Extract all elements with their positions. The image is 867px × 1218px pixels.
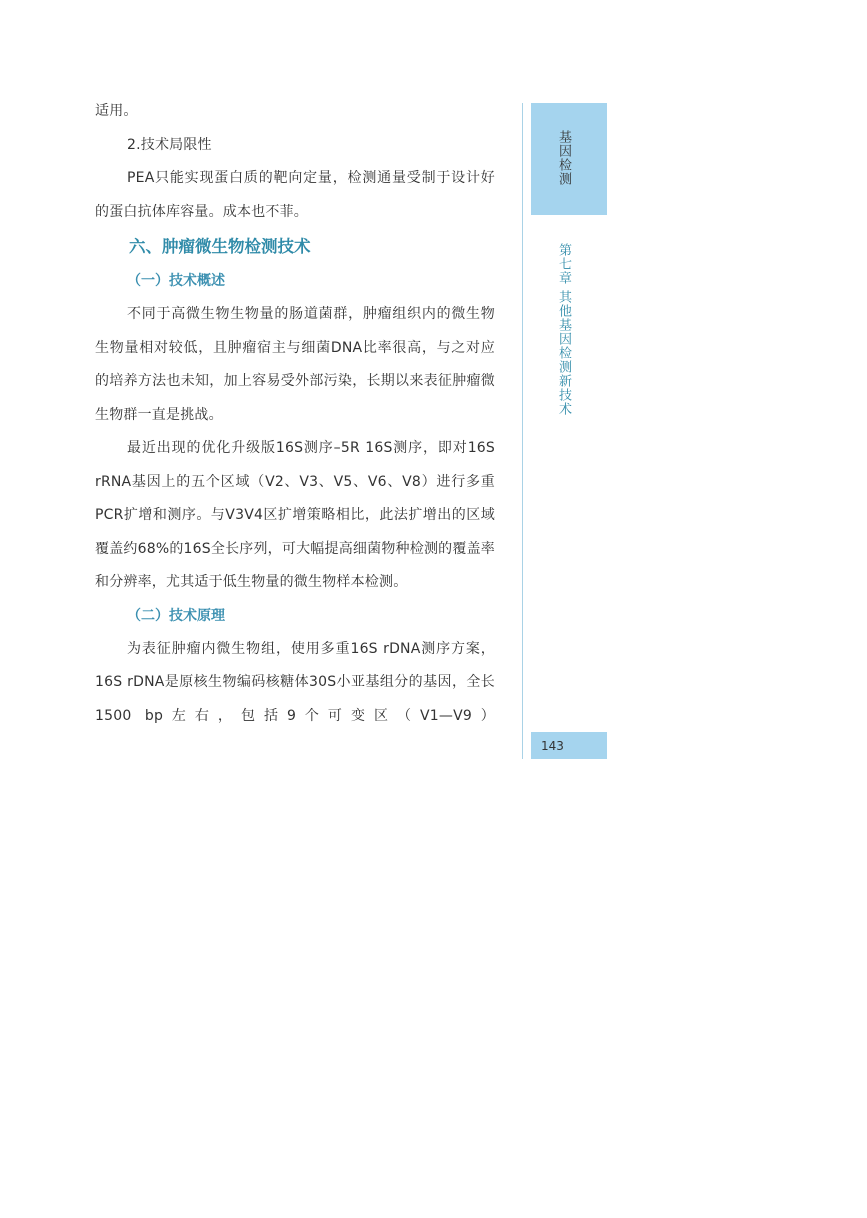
paragraph-principle: 为表征肿瘤内微生物组，使用多重16S rDNA测序方案，16S rDNA是原核生物编码核糖体30S小亚基组分的基因，全长1500 bp左右，包括9个可变区（V1—V9）	[95, 640, 495, 724]
column-divider	[522, 103, 523, 759]
paragraph-5r-16s: 最近出现的优化升级版16S测序–5R 16S测序，即对16S rRNA基因上的五个区域（V2、V3、V5、V6、V8）进行多重PCR扩增和测序。与V3V4区扩增策略相比，此法扩增出的区域覆盖约68%的16S全长序列，可大幅提高细菌物种检测的覆盖率和分辨率，尤其适于低生物量的微生物样本检测。	[95, 440, 495, 590]
section-heading-tumor-microbe: 六、肿瘤微生物检测技术	[129, 237, 311, 256]
subheading-limitations: 2.技术局限性	[127, 136, 212, 153]
paragraph-continuation: 适用。	[95, 103, 138, 119]
page-number: 143	[541, 739, 564, 753]
subsection-heading-overview: （一）技术概述	[127, 273, 225, 289]
paragraph-overview: 不同于高微生物生物量的肠道菌群，肿瘤组织内的微生物生物量相对较低，且肿瘤宿主与细菌DNA比率很高，与之对应的培养方法也未知，加上容易受外部污染，长期以来表征肿瘤微生物群一直是挑战。	[95, 306, 495, 423]
subsection-heading-principle: （二）技术原理	[127, 607, 225, 624]
main-text	[95, 95, 495, 733]
chapter-label: 第七章 其他基因检测新技术	[556, 243, 571, 417]
section-tab-label: 基因检测	[556, 130, 571, 186]
paragraph-pea: PEA只能实现蛋白质的靶向定量，检测通量受制于设计好的蛋白抗体库容量。成本也不菲。	[95, 170, 495, 220]
